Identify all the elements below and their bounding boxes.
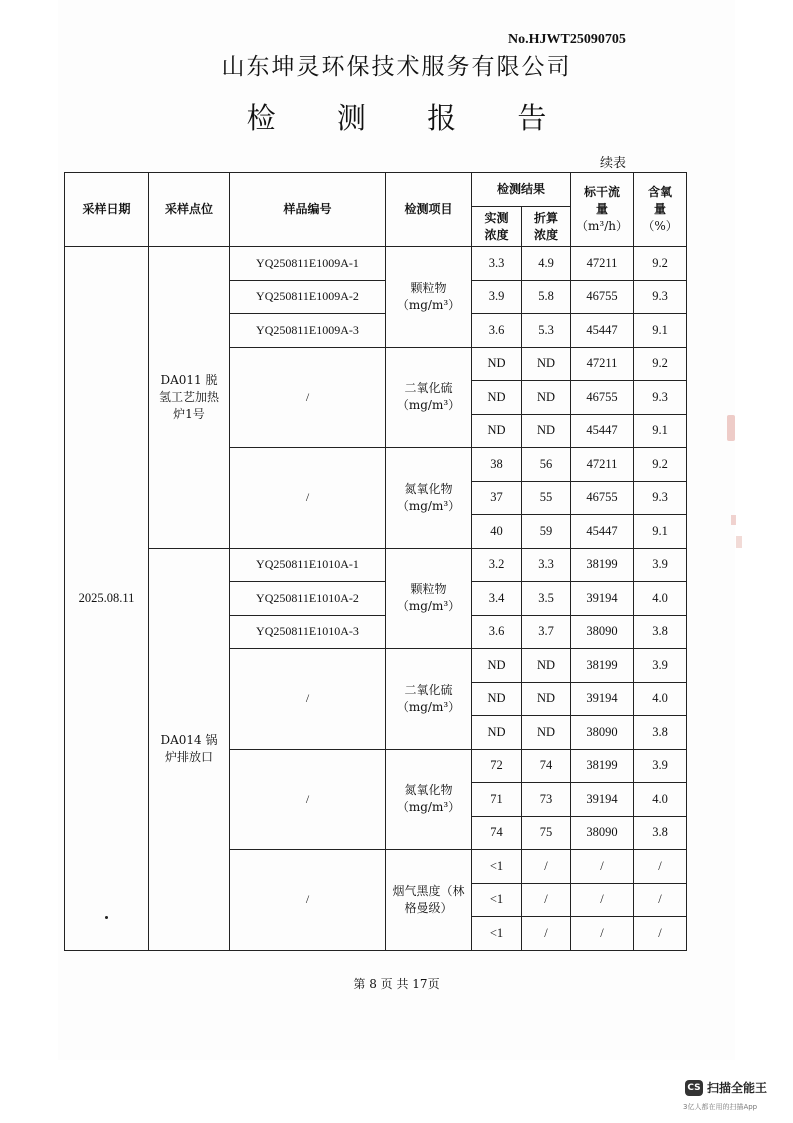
measured-cell: 40	[472, 515, 522, 549]
seal-fragment	[727, 415, 735, 441]
flow-cell: 38199	[571, 649, 634, 683]
continued-label: 续表	[600, 156, 627, 171]
converted-cell: 5.3	[522, 314, 571, 348]
document-number: No.HJWT25090705	[508, 32, 626, 47]
oxygen-cell: 3.9	[634, 749, 687, 783]
flow-cell: 38090	[571, 816, 634, 850]
test-item-unit: （mg/m³）	[396, 599, 461, 614]
page-footer: 第 8 页 共 17页	[353, 977, 440, 991]
flow-cell: /	[571, 850, 634, 884]
converted-cell: 73	[522, 783, 571, 817]
header-date: 采样日期	[65, 173, 149, 247]
flow-cell: 39194	[571, 682, 634, 716]
flow-cell: 38199	[571, 548, 634, 582]
converted-cell: ND	[522, 347, 571, 381]
measured-cell: 3.2	[472, 548, 522, 582]
sample-no-cell: YQ250811E1009A-2	[230, 280, 386, 314]
converted-cell: /	[522, 883, 571, 917]
sample-no-cell: YQ250811E1009A-3	[230, 314, 386, 348]
oxygen-cell: 4.0	[634, 783, 687, 817]
oxygen-cell: 9.3	[634, 381, 687, 415]
converted-cell: ND	[522, 381, 571, 415]
camscanner-logo-icon: CS	[685, 1080, 703, 1096]
scan-speck	[105, 916, 108, 919]
measured-cell: ND	[472, 414, 522, 448]
measured-cell: 3.6	[472, 314, 522, 348]
converted-cell: 55	[522, 481, 571, 515]
header-oxygen	[634, 173, 687, 247]
oxygen-cell: 3.8	[634, 716, 687, 750]
sampling-point-cell: DA014 锅炉排放口	[149, 548, 230, 950]
test-item-cell	[386, 749, 472, 850]
flow-cell: 45447	[571, 414, 634, 448]
oxygen-cell: 9.2	[634, 448, 687, 482]
sampling-date-cell: 2025.08.11	[65, 247, 149, 951]
converted-cell: 56	[522, 448, 571, 482]
company-name: 山东坤灵环保技术服务有限公司	[221, 54, 572, 80]
sample-no-cell: /	[230, 749, 386, 850]
converted-cell: /	[522, 917, 571, 951]
measured-cell: ND	[472, 347, 522, 381]
measured-cell: 72	[472, 749, 522, 783]
flow-cell: 46755	[571, 481, 634, 515]
flow-cell: 46755	[571, 381, 634, 415]
test-item-cell	[386, 649, 472, 750]
measured-cell: <1	[472, 883, 522, 917]
measured-cell: 37	[472, 481, 522, 515]
header-sample-no: 样品编号	[230, 173, 386, 247]
oxygen-cell: 3.9	[634, 649, 687, 683]
oxygen-cell: 9.3	[634, 280, 687, 314]
oxygen-cell: 9.1	[634, 314, 687, 348]
test-item-cell	[386, 548, 472, 649]
converted-cell: 5.8	[522, 280, 571, 314]
report-title: 检 测 报 告	[246, 101, 573, 135]
flow-cell: 46755	[571, 280, 634, 314]
test-item-unit: （mg/m³）	[396, 800, 461, 815]
watermark-tagline: 3亿人都在用的扫描App	[683, 1103, 758, 1111]
header-oxygen-unit: （%）	[642, 219, 678, 233]
flow-cell: 47211	[571, 347, 634, 381]
flow-cell: 47211	[571, 247, 634, 281]
sample-no-cell: YQ250811E1009A-1	[230, 247, 386, 281]
test-item-cell	[386, 347, 472, 448]
converted-cell: ND	[522, 414, 571, 448]
sampling-point-cell: DA011 脱氢工艺加热炉1号	[149, 247, 230, 549]
test-item-name: 氮氧化物	[404, 783, 453, 798]
oxygen-cell: 9.1	[634, 414, 687, 448]
test-item-name: 颗粒物	[410, 280, 447, 295]
measured-cell: ND	[472, 716, 522, 750]
table-row	[65, 247, 687, 281]
oxygen-cell: 3.8	[634, 615, 687, 649]
converted-cell: 3.3	[522, 548, 571, 582]
measured-cell: 74	[472, 816, 522, 850]
converted-cell: 74	[522, 749, 571, 783]
oxygen-cell: 9.2	[634, 247, 687, 281]
test-item-unit: （mg/m³）	[396, 297, 461, 312]
measured-cell: 38	[472, 448, 522, 482]
header-converted: 折算浓度	[522, 207, 571, 247]
seal-fragment	[736, 536, 742, 548]
oxygen-cell: /	[634, 883, 687, 917]
header-flow	[571, 173, 634, 247]
table-row	[65, 548, 687, 582]
converted-cell: /	[522, 850, 571, 884]
header-flow-unit: （m³/h）	[576, 219, 628, 233]
oxygen-cell: 4.0	[634, 682, 687, 716]
scanner-watermark	[685, 1079, 767, 1096]
oxygen-cell: 3.9	[634, 548, 687, 582]
report-table	[64, 172, 687, 951]
test-item-name: 二氧化硫	[404, 381, 453, 396]
oxygen-cell: /	[634, 850, 687, 884]
converted-cell: ND	[522, 682, 571, 716]
measured-cell: ND	[472, 682, 522, 716]
sample-no-cell: YQ250811E1010A-2	[230, 582, 386, 616]
measured-cell: 3.3	[472, 247, 522, 281]
flow-cell: 45447	[571, 314, 634, 348]
oxygen-cell: 9.3	[634, 481, 687, 515]
flow-cell: 38090	[571, 615, 634, 649]
header-oxygen-label: 含氧量	[648, 185, 673, 216]
flow-cell: 38199	[571, 749, 634, 783]
flow-cell: 47211	[571, 448, 634, 482]
flow-cell: 38090	[571, 716, 634, 750]
oxygen-cell: 4.0	[634, 582, 687, 616]
test-item-unit: （mg/m³）	[396, 498, 461, 513]
measured-cell: 71	[472, 783, 522, 817]
sample-no-cell: /	[230, 649, 386, 750]
test-item-name: 烟气黑度（林格曼级）	[392, 883, 465, 915]
measured-cell: 3.4	[472, 582, 522, 616]
measured-cell: <1	[472, 917, 522, 951]
converted-cell: 75	[522, 816, 571, 850]
flow-cell: 39194	[571, 783, 634, 817]
converted-cell: 4.9	[522, 247, 571, 281]
flow-cell: /	[571, 917, 634, 951]
header-point: 采样点位	[149, 173, 230, 247]
header-item: 检测项目	[386, 173, 472, 247]
header-measured: 实测浓度	[472, 207, 522, 247]
seal-fragment	[731, 515, 736, 525]
oxygen-cell: 9.2	[634, 347, 687, 381]
test-item-name: 氮氧化物	[404, 481, 453, 496]
sample-no-cell: /	[230, 448, 386, 549]
flow-cell: 45447	[571, 515, 634, 549]
converted-cell: 3.7	[522, 615, 571, 649]
test-item-cell	[386, 448, 472, 549]
watermark-app-name: 扫描全能王	[707, 1081, 768, 1095]
test-item-cell	[386, 850, 472, 951]
converted-cell: 3.5	[522, 582, 571, 616]
converted-cell: ND	[522, 649, 571, 683]
converted-cell: 59	[522, 515, 571, 549]
flow-cell: 39194	[571, 582, 634, 616]
measured-cell: ND	[472, 381, 522, 415]
measured-cell: ND	[472, 649, 522, 683]
sample-no-cell: YQ250811E1010A-3	[230, 615, 386, 649]
flow-cell: /	[571, 883, 634, 917]
oxygen-cell: 3.8	[634, 816, 687, 850]
sample-no-cell: /	[230, 850, 386, 951]
sample-no-cell: /	[230, 347, 386, 448]
oxygen-cell: /	[634, 917, 687, 951]
test-item-unit: （mg/m³）	[396, 699, 461, 714]
test-item-cell	[386, 247, 472, 348]
oxygen-cell: 9.1	[634, 515, 687, 549]
test-item-unit: （mg/m³）	[396, 398, 461, 413]
measured-cell: 3.6	[472, 615, 522, 649]
test-item-name: 颗粒物	[410, 582, 447, 597]
measured-cell: 3.9	[472, 280, 522, 314]
header-flow-label: 标干流量	[584, 185, 621, 216]
header-results: 检测结果	[472, 173, 571, 207]
converted-cell: ND	[522, 716, 571, 750]
report-body	[65, 247, 687, 951]
test-item-name: 二氧化硫	[404, 682, 453, 697]
measured-cell: <1	[472, 850, 522, 884]
sample-no-cell: YQ250811E1010A-1	[230, 548, 386, 582]
